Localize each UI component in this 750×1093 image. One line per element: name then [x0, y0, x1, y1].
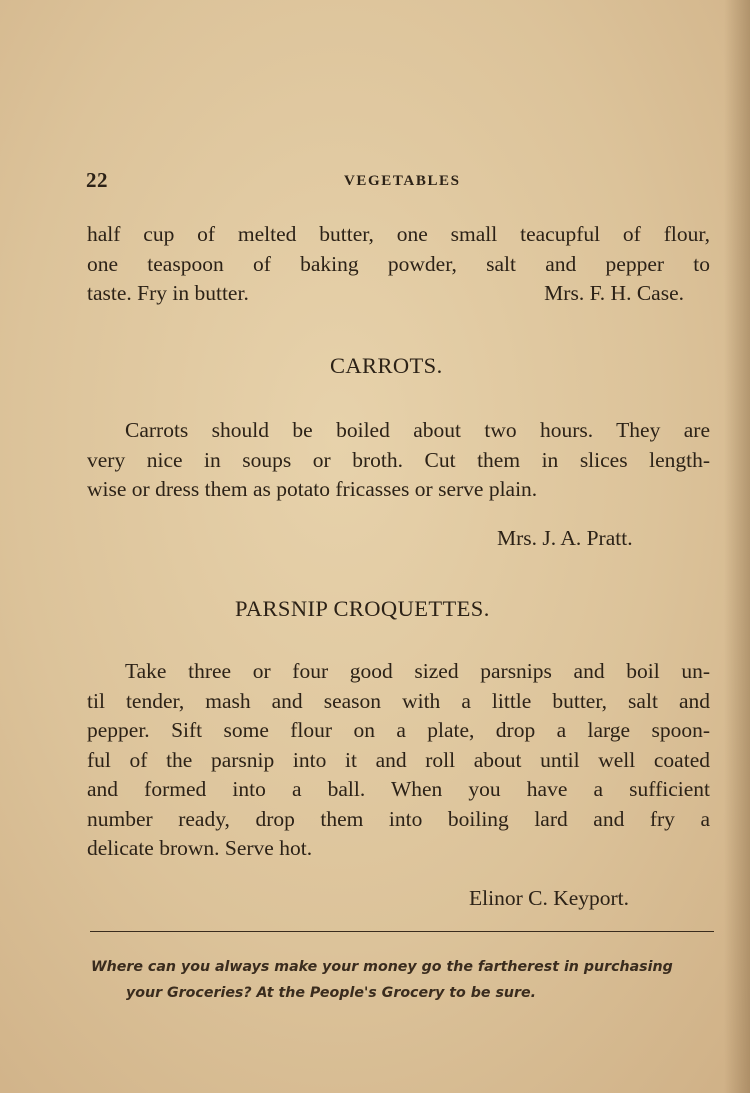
text-line: very nice in soups or broth. Cut them in slices length- — [87, 447, 710, 472]
page-edge-shadow — [724, 0, 750, 1093]
recipe-signature: Elinor C. Keyport. — [469, 886, 630, 910]
text-line: one teaspoon of baking powder, salt and pepper to — [87, 251, 710, 276]
text-line: Take three or four good sized parsnips and boil un- — [125, 659, 710, 683]
text-line: til tender, mash and season with a little butter, salt and — [87, 688, 710, 713]
text-line: and formed into a ball. When you have a sufficient — [87, 777, 710, 801]
carrots-text — [87, 416, 710, 505]
page-number: 22 — [86, 168, 108, 192]
footer-rule — [90, 931, 714, 932]
section-heading-parsnip-croquettes: PARSNIP CROQUETTES. — [235, 596, 490, 621]
text-line: wise or dress them as potato fricasses or serve plain. — [87, 477, 538, 501]
text-line: delicate brown. Serve hot. — [87, 836, 313, 860]
text-line: ful of the parsnip into it and roll about until well coated — [87, 747, 710, 772]
recipe-signature: Mrs. F. H. Case. — [544, 281, 684, 305]
section-heading-carrots: CARROTS. — [330, 353, 443, 378]
text-line: number ready, drop them into boiling lard and fry a — [87, 806, 710, 831]
recipe-signature: Mrs. J. A. Pratt. — [497, 526, 633, 550]
running-header: VEGETABLES — [344, 173, 461, 189]
text-line: Carrots should be boiled about two hours. They are — [125, 418, 710, 442]
parsnip-croquettes-text — [87, 657, 710, 864]
continued-recipe-text — [87, 220, 710, 309]
footer-advertisement-line-1: Where can you always make your money go the fartherest in purchasing — [91, 959, 673, 975]
text-line: half cup of melted butter, one small teacupful of flour, — [87, 222, 710, 246]
text-line: pepper. Sift some flour on a plate, drop a large spoon- — [87, 718, 710, 742]
text-line: taste. Fry in butter. — [87, 281, 249, 305]
footer-advertisement-line-2: your Groceries? At the People's Grocery to be sure. — [126, 985, 537, 1001]
text-line-with-signature — [87, 279, 710, 309]
